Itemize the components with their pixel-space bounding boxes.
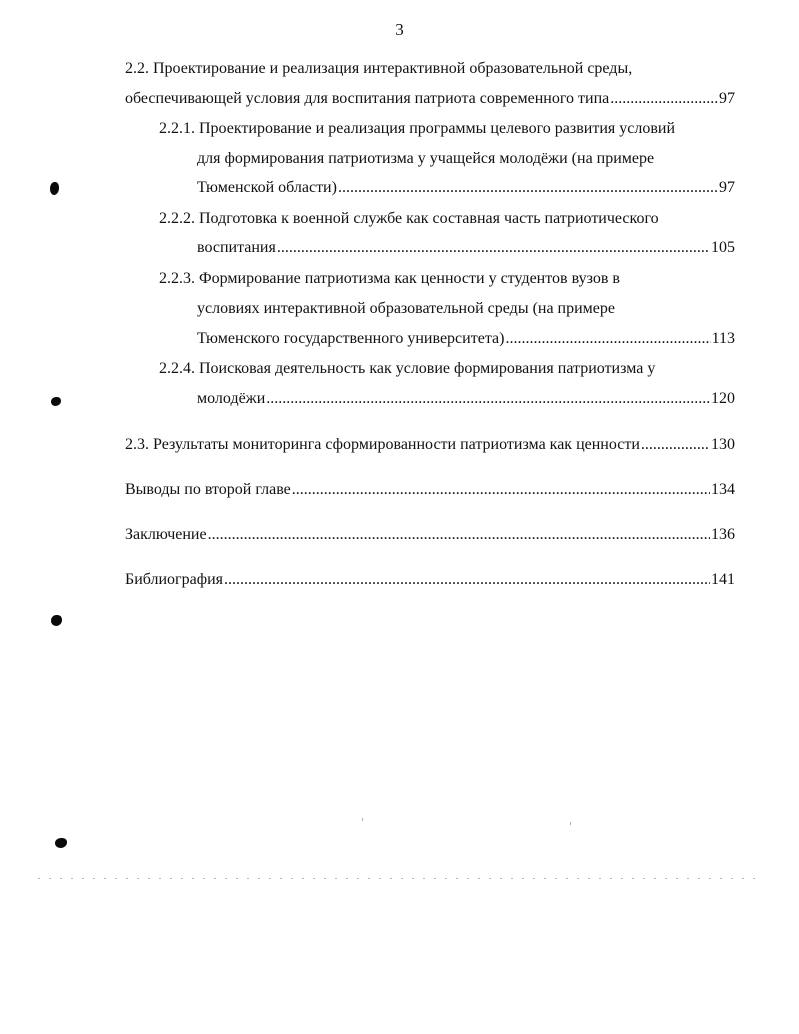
page-number: 3: [395, 20, 404, 39]
toc-entry-conclusion[interactable]: [125, 524, 735, 546]
toc-entry-2-2-4-line-2: молодёжи: [197, 390, 266, 407]
toc-entry-2-2-3-line-3: Тюменского государственного университета): [197, 330, 505, 347]
binding-hole-mark: [50, 182, 59, 195]
toc-entry-2-3-title: 2.3. Результаты мониторинга сформированности патриотизма как ценности: [125, 436, 640, 453]
toc-entry-2-3[interactable]: [125, 434, 735, 456]
toc-entry-title: Библиография: [125, 571, 223, 588]
scan-speck: [362, 818, 363, 821]
toc-page-number: 134: [711, 481, 735, 498]
leader-dots: [277, 237, 710, 259]
leader-dots: [505, 328, 710, 350]
toc-entry-2-2-2-line-2: воспитания: [197, 239, 276, 256]
toc-entry-title: Заключение: [125, 526, 207, 543]
toc-page-number: 120: [711, 390, 735, 407]
leader-dots: [224, 569, 710, 591]
toc-page-number: 97: [719, 90, 735, 107]
toc-page-number: 136: [711, 526, 735, 543]
leader-dots: [292, 479, 710, 501]
toc-entry-2-2-1-line-2: для формирования патриотизма у учащейся молодёжи (на примере: [197, 150, 655, 167]
toc-entry-2-2-1[interactable]: [197, 177, 735, 199]
toc-entry-2-2-1-line-3: Тюменской области): [197, 179, 337, 196]
binding-hole-mark: [55, 838, 67, 848]
toc-entry-title: Выводы по второй главе: [125, 481, 291, 498]
toc-entry-bibliography[interactable]: [125, 569, 735, 591]
leader-dots: [266, 388, 710, 410]
leader-dots: [610, 88, 718, 110]
toc-entry-conclusions-chapter-2[interactable]: [125, 479, 735, 501]
toc-entry-2-2-4[interactable]: [197, 388, 735, 410]
binding-hole-mark: [51, 615, 62, 626]
binding-hole-mark: [51, 397, 61, 406]
toc-page-number: 113: [711, 330, 735, 347]
scan-noise-line: [38, 878, 760, 879]
toc-page-number: 141: [711, 571, 735, 588]
toc-entry-2-2-2-line-1: 2.2.2. Подготовка к военной службе как составная часть патриотического: [159, 210, 659, 227]
toc-entry-2-2-3[interactable]: [197, 328, 735, 350]
toc-page-number: 105: [711, 239, 735, 256]
toc-entry-2-2-line-2: обеспечивающей условия для воспитания патриота современного типа: [125, 90, 610, 107]
leader-dots: [641, 434, 710, 456]
toc-page-number: 97: [719, 179, 735, 196]
leader-dots: [338, 177, 718, 199]
toc-entry-2-2[interactable]: [125, 88, 735, 110]
scan-speck: [570, 822, 571, 825]
toc-entry-2-2-2[interactable]: [197, 237, 735, 259]
leader-dots: [208, 524, 710, 546]
toc-entry-2-2-1-line-1: 2.2.1. Проектирование и реализация программы целевого развития условий: [159, 120, 675, 137]
toc-entry-2-2-3-line-1: 2.2.3. Формирование патриотизма как ценности у студентов вузов в: [159, 270, 620, 287]
toc-page-number: 130: [711, 436, 735, 453]
toc-entry-2-2-3-line-2: условиях интерактивной образовательной среды (на примере: [197, 300, 616, 317]
toc-entry-2-2-line-1: 2.2. Проектирование и реализация интерактивной образовательной среды,: [125, 60, 633, 77]
toc-entry-2-2-4-line-1: 2.2.4. Поисковая деятельность как условие формирования патриотизма у: [159, 360, 656, 377]
